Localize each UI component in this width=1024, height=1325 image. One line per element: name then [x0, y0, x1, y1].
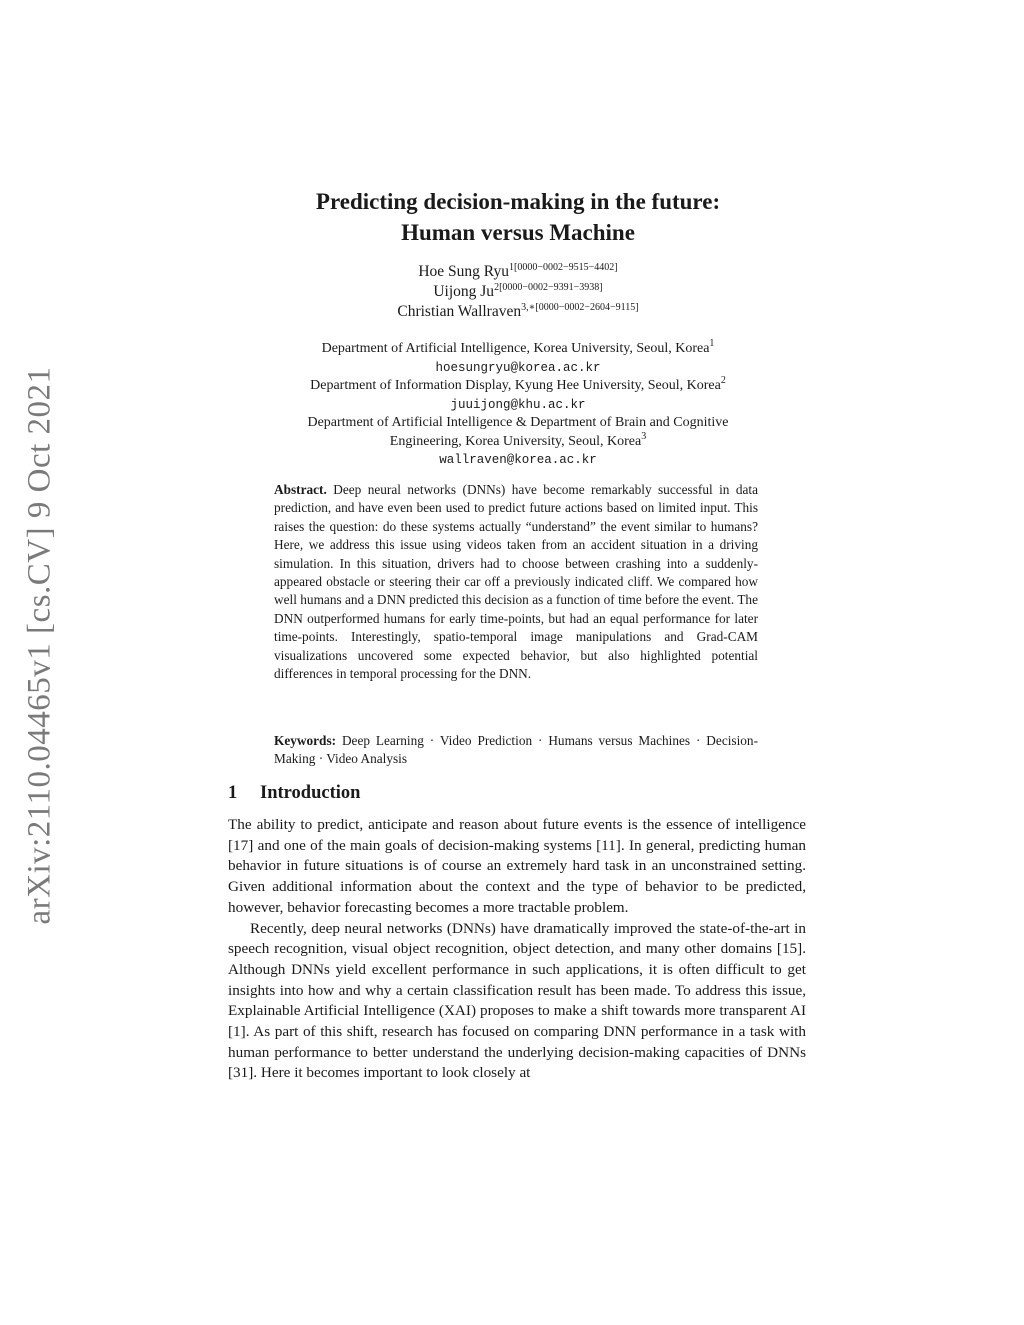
keywords-text: Deep Learning · Video Prediction · Humans versus Machines · Decision-Making · Video Analysis — [274, 733, 759, 767]
title-line-1: Predicting decision-making in the future: — [315, 189, 721, 214]
paragraph: The ability to predict, anticipate and reason about future events is the essence of intelligence [17] and one of the main goals of decision-making systems [11]. In general, predicting human behavior in future situations is of course an extremely hard task in an unconstrained setting. Given additional information about the context and the type of behavior to be predicted, however, behavior forecasting becomes a more tractable problem. — [228, 816, 806, 916]
arxiv-id-label: arXiv:2110.04465v1 [cs.CV] 9 Oct 2021 — [21, 365, 58, 925]
arxiv-identifier-sidebar — [20, 365, 60, 925]
title-line-2: Human versus Machine — [401, 220, 635, 245]
author-name: Hoe Sung Ryu — [418, 263, 510, 280]
section-number: 1 — [228, 783, 238, 803]
email-link[interactable]: juuijong@khu.ac.kr — [450, 397, 586, 412]
author — [230, 282, 806, 302]
email-link[interactable]: wallraven@korea.ac.kr — [439, 453, 597, 467]
author-orcid: 3,∗[0000−0002−2604−9115] — [521, 302, 639, 313]
affiliation — [230, 414, 806, 433]
affiliation-marker: 2 — [720, 375, 726, 386]
author-orcid: 1[0000−0002−9515−4402] — [509, 262, 618, 273]
keywords-label: Keywords: — [274, 733, 337, 748]
section-heading — [228, 783, 806, 804]
abstract-label: Abstract. — [274, 482, 327, 497]
author-name: Uijong Ju — [433, 283, 495, 300]
author-orcid: 2[0000−0002−9391−3938] — [494, 282, 603, 293]
author — [230, 262, 806, 282]
author — [230, 302, 806, 322]
abstract-text: Deep neural networks (DNNs) have become remarkably successful in data prediction, and have even been used to predict future actions based on limited input. This raises the question: do these systems actually “understand” the event similar to humans? Here, we address this issue using videos taken from an accident situation in a driving simulation. In this situation, drivers had to choose between crashing into a suddenly-appeared obstacle or steering their car off a previously indicated cliff. We compared how well humans and a DNN predicted this decision as a function of time before the event. The DNN outperformed humans for early time-points, but had an equal performance for later time-points. Interestingly, spatio-temporal image manipulations and Grad-CAM visualizations uncovered some expected behavior, but also highlighted potential differences in temporal processing for the DNN. — [274, 482, 758, 682]
affiliation — [230, 430, 806, 452]
author-list — [230, 262, 806, 322]
affiliation-text: Department of Information Display, Kyung Hee University, Seoul, Korea — [310, 378, 721, 393]
keywords — [274, 732, 758, 769]
affiliation — [230, 377, 806, 396]
abstract — [274, 481, 758, 683]
affiliation — [230, 340, 806, 359]
affiliation-text: Engineering, Korea University, Seoul, Korea — [389, 433, 642, 449]
paper-title — [230, 186, 806, 248]
affiliation-list — [230, 340, 806, 470]
affiliation-marker: 1 — [709, 338, 715, 349]
affiliation-text: Department of Artificial Intelligence, Korea University, Seoul, Korea — [321, 341, 710, 356]
section-title: Introduction — [260, 783, 361, 803]
author-name: Christian Wallraven — [397, 303, 522, 320]
paragraph: Recently, deep neural networks (DNNs) have dramatically improved the state-of-the-art in speech recognition, visual object recognition, object detection, and many other domains [15]. Although DNNs yield excellent performance in such applications, it is often difficult to get insights into how and why a certain classification result has been made. To address this issue, Explainable Artificial Intelligence (XAI) proposes to make a shift towards more transparent AI [1]. As part of this shift, research has focused on comparing DNN performance in a task with human performance to better understand the underlying decision-making capacities of DNNs [31]. Here it becomes important to look closely at — [228, 919, 806, 1082]
affiliation-marker: 3 — [641, 430, 647, 442]
affiliation-text: Department of Artificial Intelligence & Department of Brain and Cognitive — [307, 415, 729, 430]
email-link[interactable]: hoesungryu@korea.ac.kr — [435, 360, 601, 375]
section-body — [228, 815, 806, 1084]
